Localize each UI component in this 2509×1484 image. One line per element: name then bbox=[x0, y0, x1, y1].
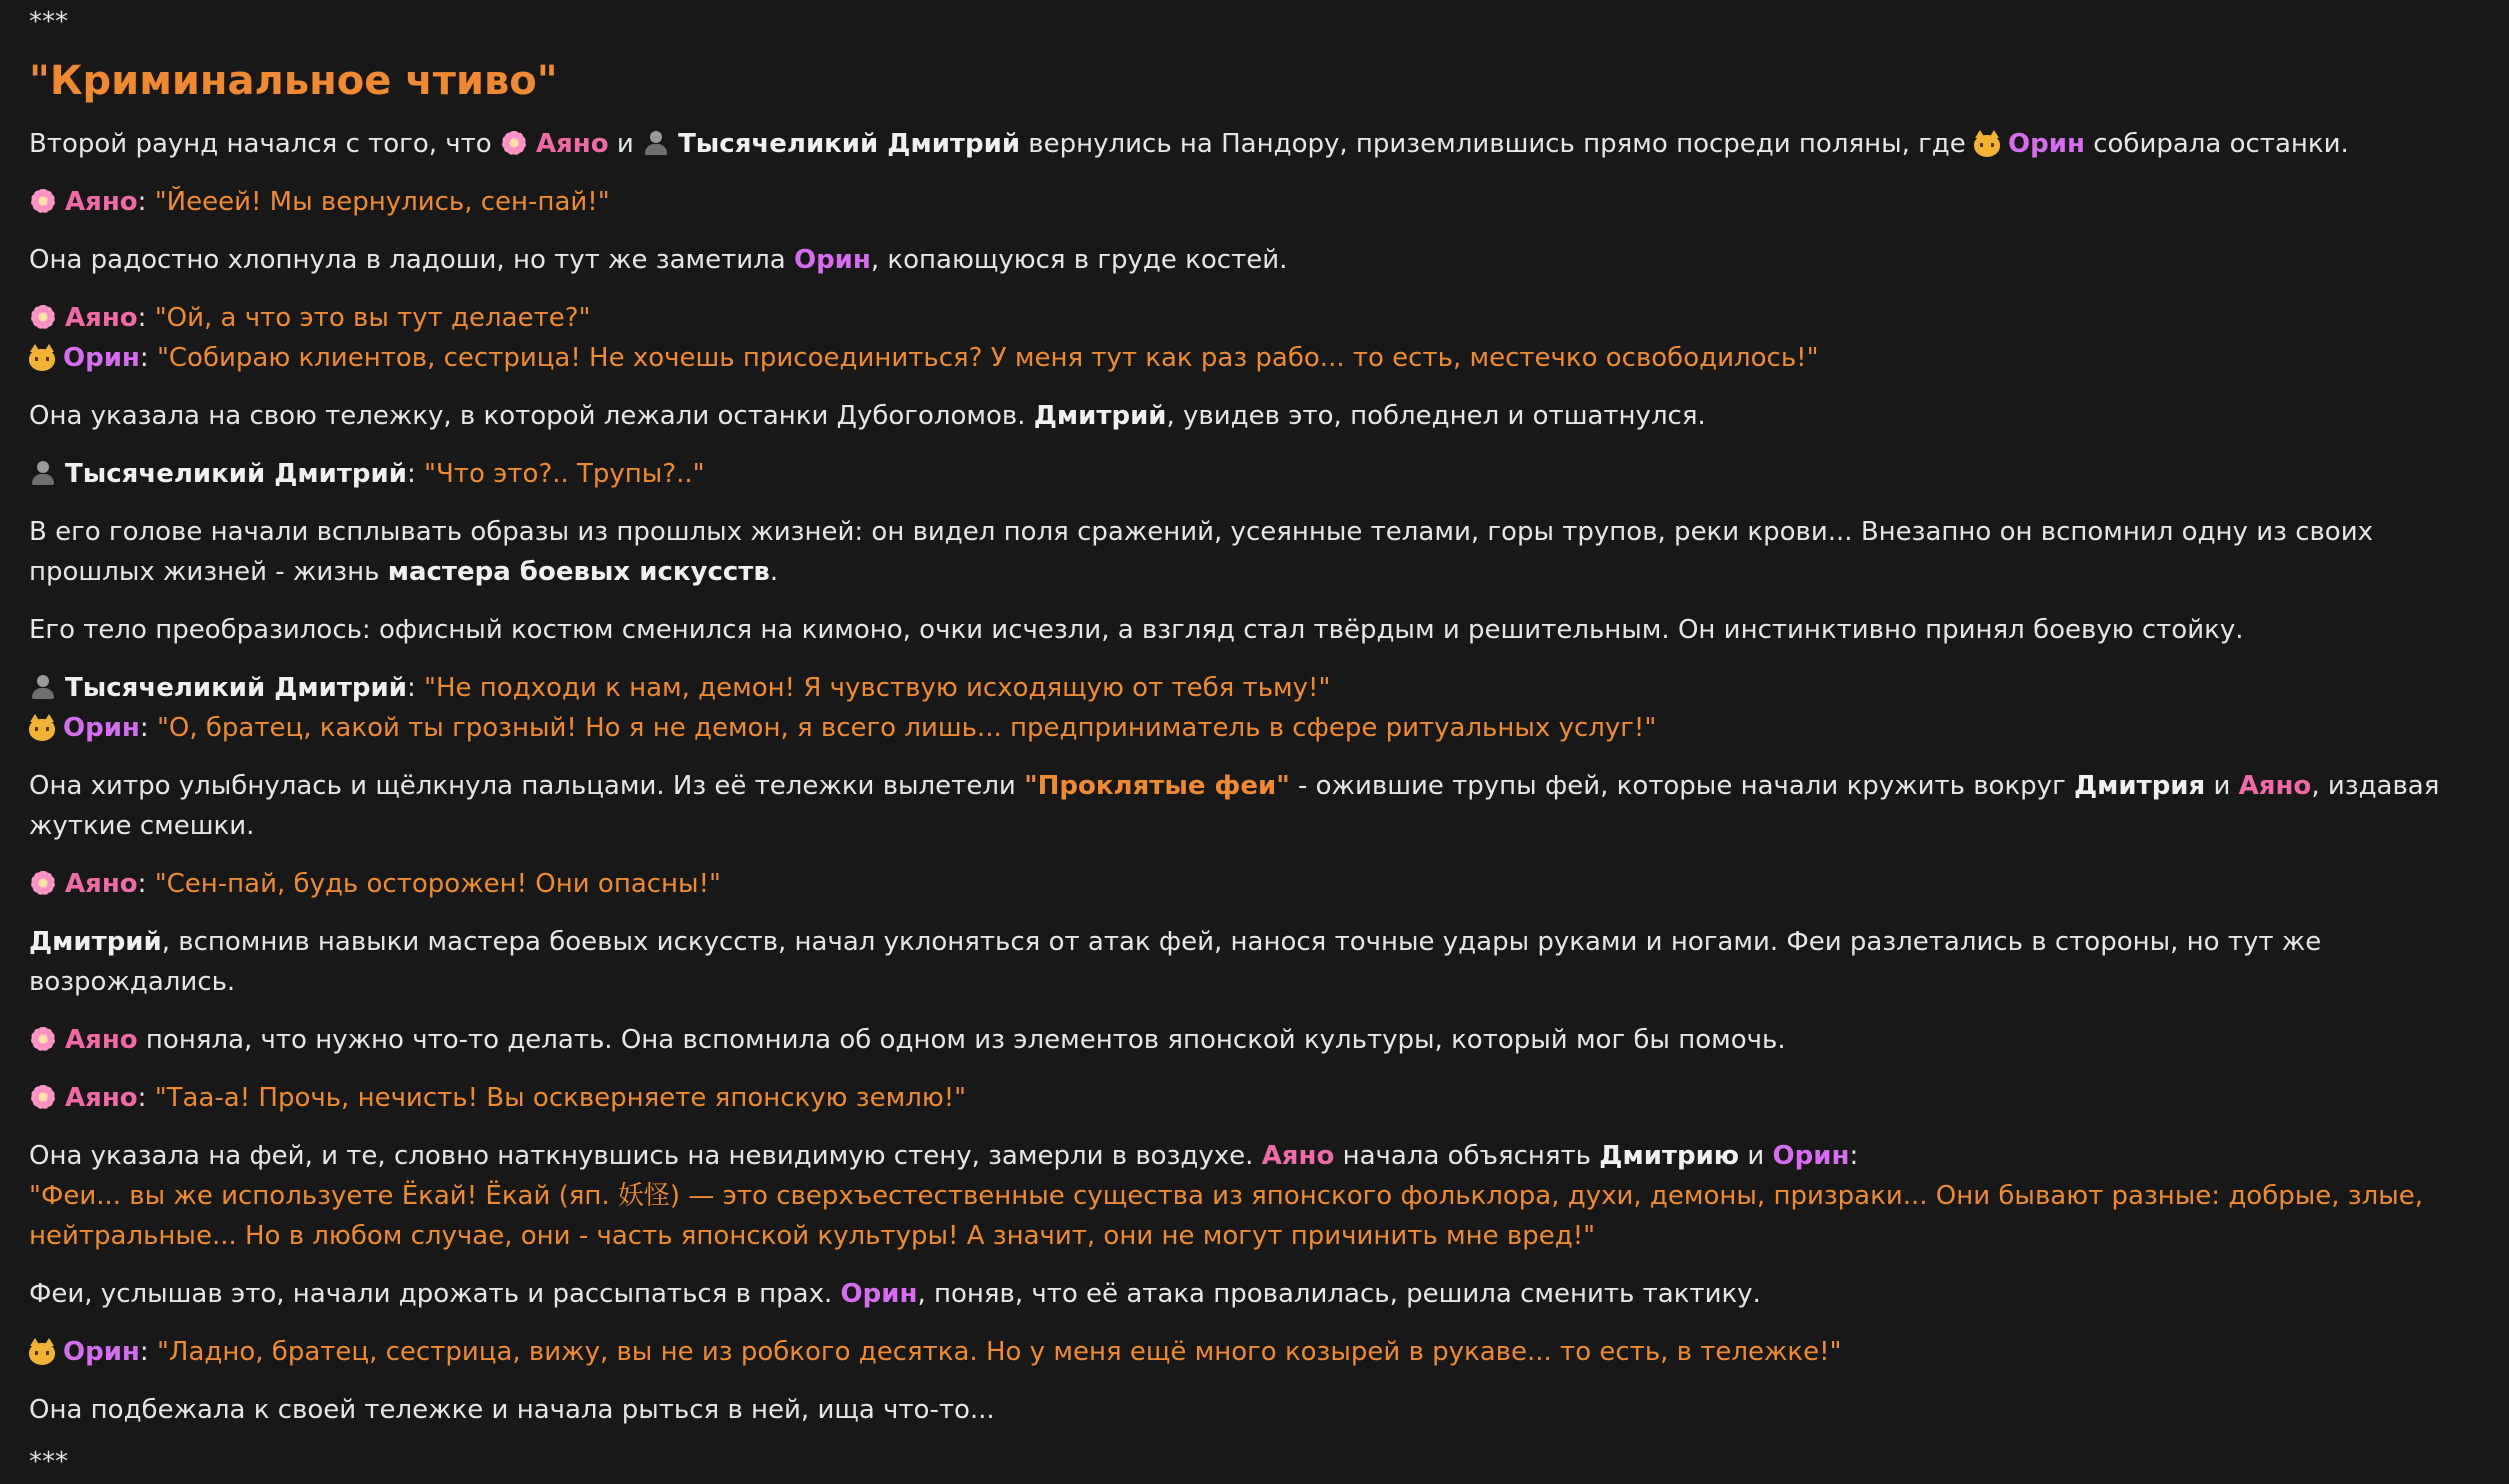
name-orin: Орин bbox=[63, 1337, 140, 1367]
text: : bbox=[139, 343, 157, 373]
name-ayano: Аяно bbox=[65, 303, 138, 333]
paragraph bbox=[29, 1020, 2499, 1060]
text: и bbox=[2205, 771, 2239, 801]
dialogue-line bbox=[29, 864, 2499, 904]
name-orin: Орин bbox=[2008, 129, 2085, 159]
name-orin: Орин bbox=[793, 245, 871, 275]
cherry-blossom-icon bbox=[29, 1025, 57, 1053]
dialogue-line bbox=[29, 708, 2499, 748]
text: Она хитро улыбнулась и щёлкнула пальцами. Из её тележки вылетели bbox=[29, 771, 1025, 801]
text: : bbox=[406, 459, 425, 489]
quote: "Ой, а что это вы тут делаете?" bbox=[154, 303, 591, 333]
quote: "Что это?.. Трупы?.." bbox=[424, 459, 705, 489]
quote: "Йееей! Мы вернулись, сен-пай!" bbox=[154, 187, 610, 217]
separator-bottom: *** bbox=[29, 1447, 68, 1477]
paragraph bbox=[29, 124, 2499, 164]
dialogue-line bbox=[29, 182, 2499, 222]
name-ayano: Аяно bbox=[65, 1025, 138, 1055]
text: : bbox=[1849, 1141, 1859, 1171]
text: Она указала на фей, и те, словно наткнувшись на невидимую стену, замерли в воздухе. bbox=[29, 1141, 1262, 1171]
text: собирала останки. bbox=[2084, 129, 2349, 159]
name-dmitry: Тысячеликий Дмитрий bbox=[678, 129, 1021, 159]
bold-text: мастера боевых искусств bbox=[387, 557, 770, 587]
paragraph bbox=[29, 512, 2499, 592]
name-dmitry: Дмитрию bbox=[1599, 1141, 1740, 1171]
text: поняла, что нужно что-то делать. Она вспомнила об одном из элементов японской культуры, который мог бы помочь. bbox=[137, 1025, 1786, 1055]
cherry-blossom-icon bbox=[500, 129, 528, 157]
text: начала объяснять bbox=[1334, 1141, 1600, 1171]
text: : bbox=[137, 1083, 155, 1113]
text: : bbox=[139, 1337, 157, 1367]
quote: "Не подходи к нам, демон! Я чувствую исходящую от тебя тьму!" bbox=[424, 673, 1331, 703]
cherry-blossom-icon bbox=[29, 303, 57, 331]
name-ayano: Аяно bbox=[2238, 771, 2312, 801]
text: и bbox=[608, 129, 643, 159]
paragraph bbox=[29, 240, 2499, 280]
cat-face-icon bbox=[29, 1343, 55, 1365]
name-dmitry: Дмитрий bbox=[1033, 401, 1167, 431]
cherry-blossom-icon bbox=[29, 187, 57, 215]
name-ayano: Аяно bbox=[65, 1083, 138, 1113]
quote: "Собираю клиентов, сестрица! Не хочешь присоединиться? У меня тут как раз рабо... то есть, местечко освободилось!" bbox=[156, 343, 1819, 373]
dialogue-group bbox=[29, 298, 2499, 378]
separator-top: *** bbox=[29, 7, 68, 37]
bust-silhouette-icon bbox=[29, 673, 57, 701]
quote: "Феи... вы же используете Ёкай! Ёкай (яп. 妖怪) — это сверхъестественные существа из японского фольклора, духи, демоны, призраки... Они бывают разные: добрые, злые, нейтральные... Но в любом случае, они - часть японской культуры! А значит, они не могут причинить мне вред!" bbox=[29, 1181, 2424, 1251]
paragraph bbox=[29, 1136, 2499, 1176]
paragraph-group bbox=[29, 1136, 2499, 1256]
name-orin: Орин bbox=[63, 713, 140, 743]
name-dmitry: Дмитрий bbox=[29, 927, 162, 957]
quote: "Сен-пай, будь осторожен! Они опасны!" bbox=[154, 869, 721, 899]
paragraph bbox=[29, 922, 2499, 1002]
name-ayano: Аяно bbox=[65, 187, 138, 217]
text: , вспомнив навыки мастера боевых искусств, начал уклоняться от атак фей, нанося точные удары руками и ногами. Феи разлетались в стороны, но тут же возрождались. bbox=[29, 927, 2322, 997]
text: : bbox=[406, 673, 425, 703]
text: : bbox=[137, 187, 155, 217]
text: Она указала на свою тележку, в которой лежали останки Дубоголомов. bbox=[29, 401, 1034, 431]
text: , поняв, что её атака провалилась, решила сменить тактику. bbox=[917, 1279, 1761, 1309]
text: . bbox=[769, 557, 779, 587]
paragraph bbox=[29, 396, 2499, 436]
paragraph: Его тело преобразилось: офисный костюм сменился на кимоно, очки исчезли, а взгляд стал твёрдым и решительным. Он инстинктивно принял боевую стойку. bbox=[29, 615, 2244, 645]
text: , издавая жуткие смешки. bbox=[29, 771, 2440, 841]
bust-silhouette-icon bbox=[29, 459, 57, 487]
cat-face-icon bbox=[1974, 135, 2000, 157]
quote: "Таа-а! Прочь, нечисть! Вы оскверняете японскую землю!" bbox=[154, 1083, 967, 1113]
quote: "Ладно, братец, сестрица, вижу, вы не из робкого десятка. Но у меня ещё много козырей в рукаве... то есть, в тележке!" bbox=[156, 1337, 1842, 1367]
dialogue-line bbox=[29, 298, 2499, 338]
text: : bbox=[137, 303, 155, 333]
text: Она радостно хлопнула в ладоши, но тут же заметила bbox=[29, 245, 794, 275]
bust-silhouette-icon bbox=[642, 129, 670, 157]
name-dmitry: Дмитрия bbox=[2074, 771, 2206, 801]
text: вернулись на Пандору, приземлившись прямо посреди поляны, где bbox=[1020, 129, 1975, 159]
paragraph bbox=[29, 766, 2499, 846]
name-ayano: Аяно bbox=[65, 869, 138, 899]
text: : bbox=[137, 869, 155, 899]
text: и bbox=[1739, 1141, 1773, 1171]
story-title: "Криминальное чтиво" bbox=[29, 58, 558, 104]
cherry-blossom-icon bbox=[29, 1083, 57, 1111]
name-ayano: Аяно bbox=[535, 129, 609, 159]
name-orin: Орин bbox=[840, 1279, 918, 1309]
story-page bbox=[29, 0, 2499, 1480]
name-dmitry: Тысячеликий Дмитрий bbox=[65, 459, 407, 489]
dialogue-group bbox=[29, 668, 2499, 748]
name-ayano: Аяно bbox=[1261, 1141, 1335, 1171]
paragraph bbox=[29, 1274, 2499, 1314]
text: - ожившие трупы фей, которые начали кружить вокруг bbox=[1289, 771, 2074, 801]
dialogue-line bbox=[29, 1078, 2499, 1118]
emphasis: "Проклятые феи" bbox=[1024, 771, 1290, 801]
dialogue-line bbox=[29, 454, 2499, 494]
cherry-blossom-icon bbox=[29, 869, 57, 897]
quote: "О, братец, какой ты грозный! Но я не демон, я всего лишь... предприниматель в сфере ритуальных услуг!" bbox=[156, 713, 1657, 743]
dialogue-line bbox=[29, 338, 2499, 378]
cat-face-icon bbox=[29, 719, 55, 741]
text: В его голове начали всплывать образы из прошлых жизней: он видел поля сражений, усеянные телами, горы трупов, реки крови... Внезапно он вспомнил одну из своих прошлых жизней - жизнь bbox=[29, 517, 2373, 587]
text: : bbox=[139, 713, 157, 743]
text: Второй раунд начался с того, что bbox=[29, 129, 500, 159]
name-orin: Орин bbox=[63, 343, 140, 373]
dialogue-line bbox=[29, 668, 2499, 708]
name-dmitry: Тысячеликий Дмитрий bbox=[65, 673, 407, 703]
cat-face-icon bbox=[29, 349, 55, 371]
text: Феи, услышав это, начали дрожать и рассыпаться в прах. bbox=[29, 1279, 841, 1309]
dialogue-line bbox=[29, 1332, 2499, 1372]
paragraph: Она подбежала к своей тележке и начала рыться в ней, ища что-то... bbox=[29, 1395, 995, 1425]
text: , увидев это, побледнел и отшатнулся. bbox=[1166, 401, 1706, 431]
name-orin: Орин bbox=[1772, 1141, 1850, 1171]
text: , копающуюся в груде костей. bbox=[870, 245, 1288, 275]
